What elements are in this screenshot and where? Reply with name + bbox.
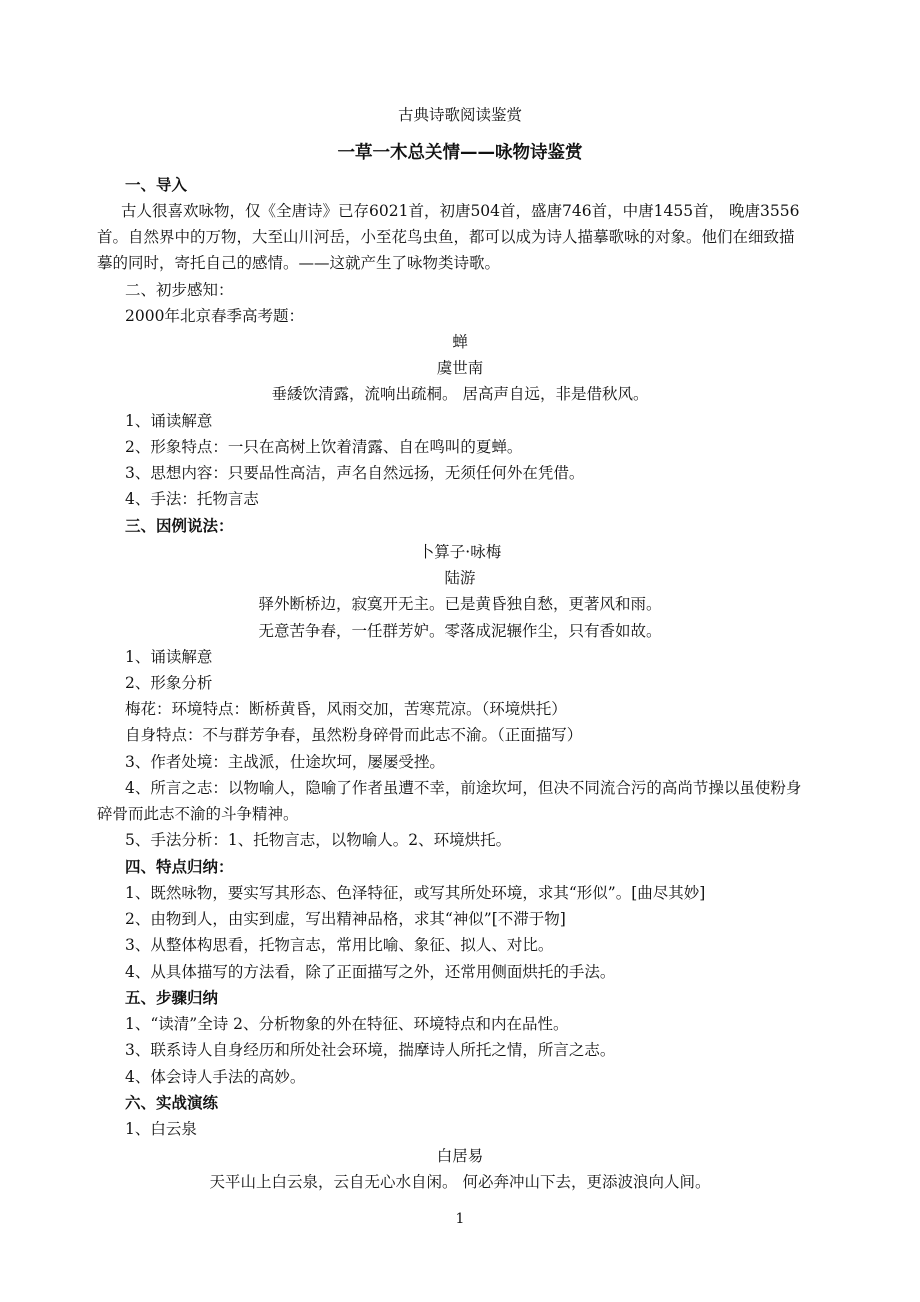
list-item: 2、形象特点：一只在高树上饮着清露、自在鸣叫的夏蝉。 [125, 438, 523, 456]
list-item: 4、所言之志：以物喻人，隐喻了作者虽遭不幸，前途坎坷，但决不同流合污的高尚节操以虽使粉身 [125, 779, 802, 797]
list-item: 4、手法：托物言志 [125, 490, 259, 508]
poem-1-line: 垂緌饮清露，流响出疏桐。 居高声自远，非是借秋风。 [271, 385, 649, 403]
poem-2-line-2: 无意苦争春，一任群芳妒。零落成泥辗作尘，只有香如故。 [258, 622, 662, 640]
list-item: 1、“读清”全诗 2、分析物象的外在特征、环境特点和内在品性。 [125, 1015, 569, 1033]
section-3-heading: 三、因例说法： [125, 517, 234, 535]
poem-1-author: 虞世南 [436, 359, 484, 377]
list-item: 3、思想内容：只要品性高洁，声名自然远扬，无须任何外在凭借。 [125, 464, 585, 482]
plum-self: 自身特点：不与群芳争春，虽然粉身碎骨而此志不渝。（正面描写） [125, 726, 583, 744]
list-item: 4、从具体描写的方法看，除了正面描写之外，还常用侧面烘托的手法。 [125, 963, 616, 981]
section-2-heading: 二、初步感知： [125, 281, 234, 299]
list-item: 1、白云泉 [125, 1120, 197, 1138]
poem-3-line: 天平山上白云泉，云自无心水自闲。 何必奔冲山下去，更添波浪向人间。 [209, 1173, 711, 1191]
list-item: 3、从整体构思看，托物言志，常用比喻、象征、拟人、对比。 [125, 936, 554, 954]
list-item: 5、手法分析：1、托物言志，以物喻人。2、环境烘托。 [125, 831, 512, 849]
section-4-heading: 四、特点归纳： [125, 858, 234, 876]
poem-2-author: 陆游 [444, 569, 476, 587]
poem-2-line-1: 驿外断桥边，寂寞开无主。已是黄昏独自愁，更著风和雨。 [258, 595, 662, 613]
plum-environment: 梅花：环境特点：断桥黄昏，风雨交加，苦寒荒凉。（环境烘托） [125, 700, 567, 718]
intro-paragraph-line-2: 首。自然界中的万物，大至山川河岳，小至花鸟虫鱼，都可以成为诗人描摹歌咏的对象。他们在细致描 [97, 228, 795, 246]
list-item: 2、由物到人，由实到虚，写出精神品格，求其“神似”[不滞于物] [125, 910, 566, 928]
list-item-continuation: 碎骨而此志不渝的斗争精神。 [97, 805, 299, 823]
list-item: 1、既然咏物，要实写其形态、色泽特征，或写其所处环境，求其“形似”。[曲尽其妙] [125, 884, 706, 902]
poem-3-author: 白居易 [436, 1147, 484, 1165]
list-item: 4、体会诗人手法的高妙。 [125, 1068, 306, 1086]
intro-paragraph-line-3: 摹的同时，寄托自己的感情。——这就产生了咏物类诗歌。 [97, 254, 501, 272]
doc-title: 古典诗歌阅读鉴赏 [397, 106, 522, 124]
intro-paragraph-line-1: 古人很喜欢咏物，仅《全唐诗》已存6021首，初唐504首，盛唐746首，中唐1455首， 晚唐3556 [121, 202, 800, 220]
section-5-heading: 五、步骤归纳 [125, 989, 219, 1007]
section-6-heading: 六、实战演练 [125, 1094, 219, 1112]
page-number: 1 [455, 1211, 465, 1227]
list-item: 3、联系诗人自身经历和所处社会环境，揣摩诗人所托之情，所言之志。 [125, 1041, 616, 1059]
doc-subtitle: 一草一木总关情——咏物诗鉴赏 [337, 143, 583, 163]
list-item: 3、作者处境：主战派，仕途坎坷，屡屡受挫。 [125, 753, 445, 771]
poem-1-title: 蝉 [452, 333, 468, 351]
exam-source: 2000年北京春季高考题： [125, 307, 304, 325]
list-item: 2、形象分析 [125, 674, 213, 692]
list-item: 1、诵读解意 [125, 648, 213, 666]
section-1-heading: 一、导入 [125, 176, 188, 194]
poem-2-title: 卜算子·咏梅 [418, 543, 502, 561]
list-item: 1、诵读解意 [125, 412, 213, 430]
